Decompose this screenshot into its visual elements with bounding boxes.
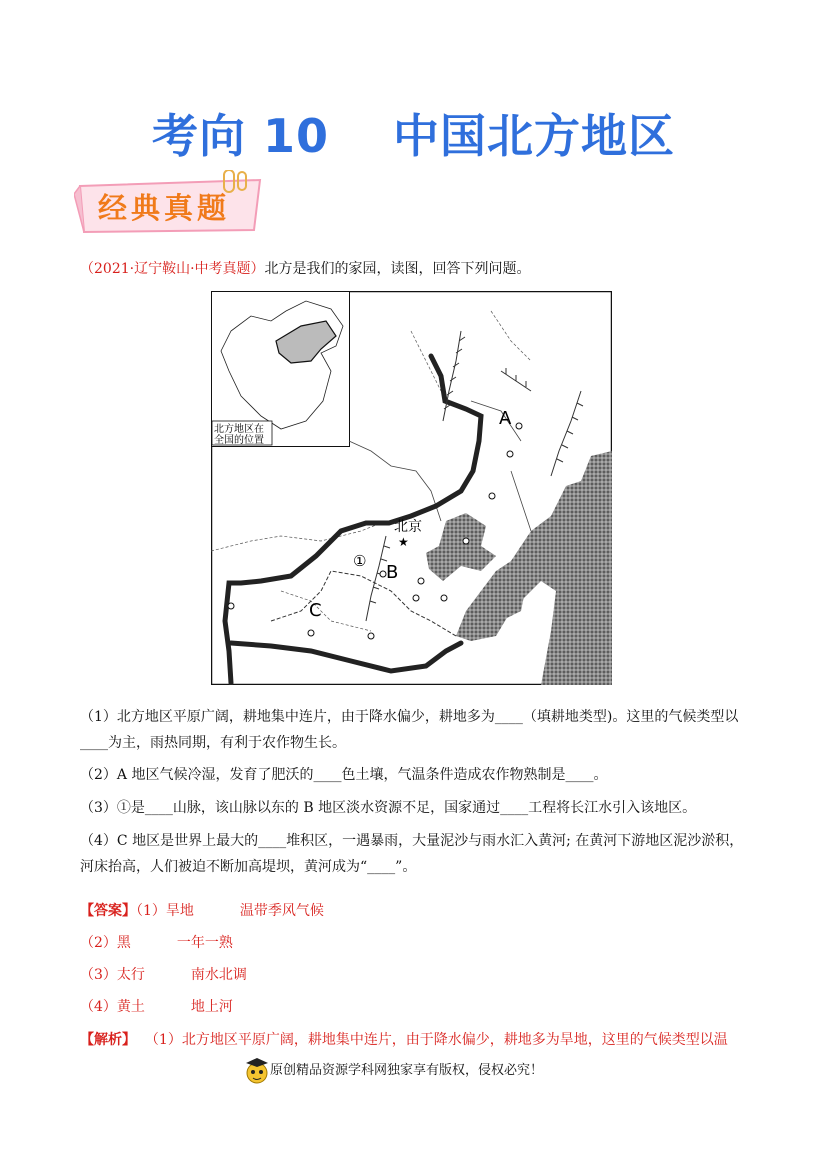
answer-label: 【答案】: [80, 903, 136, 919]
north-china-map: [211, 291, 612, 685]
mascot-icon: [242, 1055, 272, 1087]
answer-row-4: [80, 996, 233, 1016]
answer-value: 黑: [116, 935, 131, 951]
analysis-row: [80, 1029, 728, 1049]
page-title: 考向 10 中国北方地区: [151, 109, 676, 163]
inset-label-1: 北方地区在: [214, 424, 264, 435]
answer-row-2: [80, 932, 233, 952]
answer-value: 一年一熟: [176, 935, 233, 951]
analysis-text: （1）北方地区平原广阔，耕地集中连片，由于降水偏少，耕地多为旱地，这里的气候类型以温: [144, 1032, 728, 1048]
beijing-star-icon: ★: [398, 535, 409, 549]
question-text: 北方是我们的家园，读图，回答下列问题。: [264, 261, 531, 277]
answer-num: （3）: [80, 967, 117, 983]
question-source: （2021·辽宁鞍山·中考真题）: [80, 261, 265, 277]
answer-row-3: [80, 964, 247, 984]
answer-value: 温带季风气候: [239, 903, 324, 919]
label-region-b: B: [386, 562, 399, 583]
answer-value: 太行: [116, 967, 145, 983]
label-region-c: C: [309, 600, 322, 621]
label-beijing: 北京: [394, 519, 422, 535]
answer-num: （2）: [80, 935, 117, 951]
question-intro: [80, 258, 531, 278]
section-banner-label: 经典真题: [98, 191, 231, 225]
label-circle-1: ①: [353, 552, 367, 570]
copyright-footer: 原创精品资源学科网独家享有版权，侵权必究！: [270, 1063, 544, 1078]
analysis-label: 【解析】: [80, 1032, 136, 1048]
inset-label-2: 全国的位置: [214, 435, 264, 446]
sub-question-4: （4）C 地区是世界上最大的____堆积区，一遇暴雨，大量泥沙与雨水汇入黄河; 在黄河下游地区泥沙淤积，河床抬高，人们被迫不断加高堤坝，黄河成为“____”。: [80, 833, 744, 875]
answer-value: 南水北调: [190, 967, 247, 983]
answer-value: 旱地: [165, 903, 194, 919]
sub-question-1: （1）北方地区平原广阔，耕地集中连片，由于降水偏少，耕地多为____（填耕地类型)。这里的气候类型以____为主，雨热同期，有利于农作物生长。: [80, 709, 739, 751]
answer-value: 黄土: [116, 999, 145, 1015]
answer-value: 地上河: [190, 999, 233, 1015]
sub-question-3: （3）①是____山脉，该山脉以东的 B 地区淡水资源不足，国家通过____工程将长江水引入该地区。: [80, 800, 697, 816]
answer-num: （1）: [136, 903, 166, 919]
label-region-a: A: [499, 408, 512, 429]
answer-num: （4）: [80, 999, 117, 1015]
sub-question-2: （2）A 地区气候冷湿，发育了肥沃的____色土壤，气温条件造成农作物熟制是____。: [80, 767, 608, 783]
answer-row-1: [80, 900, 324, 920]
